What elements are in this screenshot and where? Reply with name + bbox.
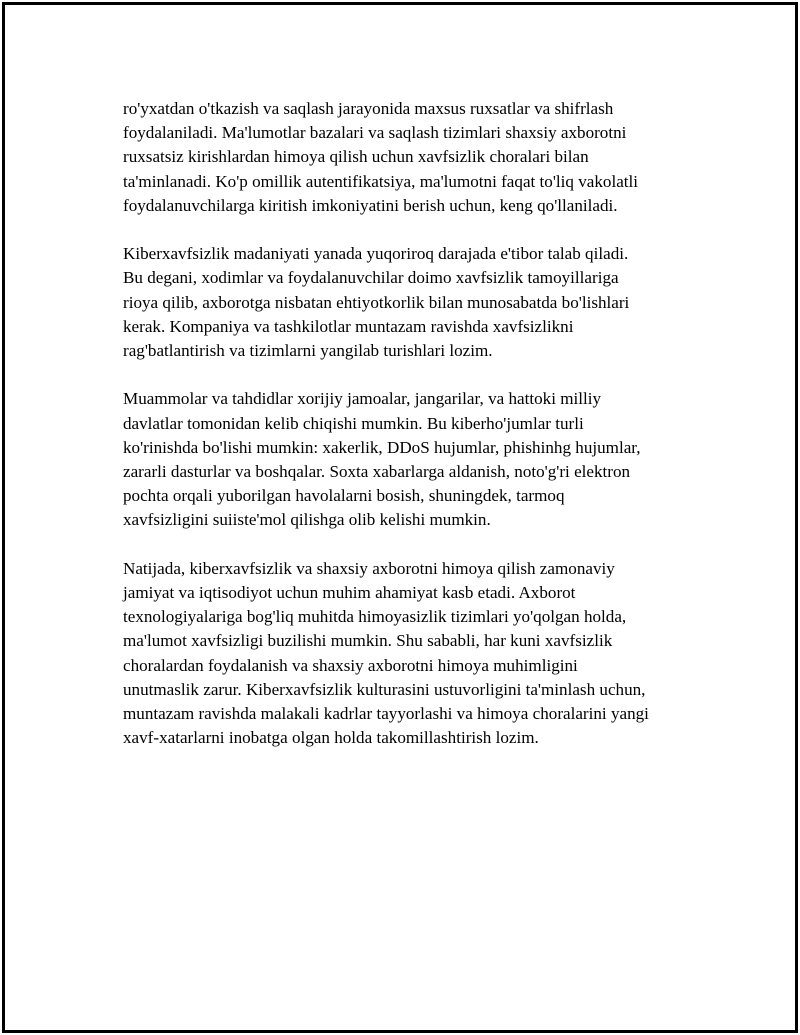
text-line: texnologiyalariga bog'liq muhitda himoyasizlik tizimlari yo'qolgan holda, <box>123 607 627 627</box>
text-line: choralardan foydalanish va shaxsiy axborotni himoya muhimligini <box>123 655 578 675</box>
text-line: rioya qilib, axborotga nisbatan ehtiyotkorlik bilan munosabatda bo'lishlari <box>123 292 630 312</box>
text-line: foydalaniladi. Ma'lumotlar bazalari va saqlash tizimlari shaxsiy axborotni <box>123 123 627 143</box>
text-line: unutmaslik zarur. Kiberxavfsizlik kulturasini ustuvorligini ta'minlash uchun, <box>123 679 646 699</box>
text-line: xavf-xatarlarni inobatga olgan holda takomillashtirish lozim. <box>123 728 539 748</box>
text-line: jamiyat va iqtisodiyot uchun muhim ahamiyat kasb etadi. Axborot <box>123 583 576 603</box>
text-line: Muammolar va tahdidlar xorijiy jamoalar, jangarilar, va hattoki milliy <box>123 389 602 409</box>
paragraph-1 <box>123 97 713 218</box>
paragraph-3 <box>123 387 713 532</box>
page-frame <box>2 2 798 1033</box>
text-line: ma'lumot xavfsizligi buzilishi mumkin. Shu sababli, har kuni xavfsizlik <box>123 631 613 651</box>
paragraph-4 <box>123 557 713 751</box>
text-line: pochta orqali yuborilgan havolalarni bosish, shuningdek, tarmoq <box>123 486 565 506</box>
text-line: Natijada, kiberxavfsizlik va shaxsiy axborotni himoya qilish zamonaviy <box>123 558 615 578</box>
text-line: rag'batlantirish va tizimlarni yangilab turishlari lozim. <box>123 341 493 361</box>
text-line: ko'rinishda bo'lishi mumkin: xakerlik, DDoS hujumlar, phishinhg hujumlar, <box>123 437 641 457</box>
paragraph-2 <box>123 242 713 363</box>
text-line: davlatlar tomonidan kelib chiqishi mumkin. Bu kiberho'jumlar turli <box>123 413 584 433</box>
text-line: ta'minlanadi. Ko'p omillik autentifikatsiya, ma'lumotni faqat to'liq vakolatli <box>123 171 639 191</box>
text-line: zararli dasturlar va boshqalar. Soxta xabarlarga aldanish, noto'g'ri elektron <box>123 462 631 482</box>
text-line: ruxsatsiz kirishlardan himoya qilish uchun xavfsizlik choralari bilan <box>123 147 589 167</box>
text-line: foydalanuvchilarga kiritish imkoniyatini berish uchun, keng qo'llaniladi. <box>123 195 618 215</box>
text-line: Kiberxavfsizlik madaniyati yanada yuqoriroq darajada e'tibor talab qiladi. <box>123 244 629 264</box>
text-line: xavfsizligini suiiste'mol qilishga olib kelishi mumkin. <box>123 510 491 530</box>
text-line: ro'yxatdan o'tkazish va saqlash jarayonida maxsus ruxsatlar va shifrlash <box>123 99 614 118</box>
text-line: muntazam ravishda malakali kadrlar tayyorlashi va himoya choralarini yangi <box>123 704 649 724</box>
document-body <box>123 97 713 775</box>
text-line: kerak. Kompaniya va tashkilotlar muntazam ravishda xavfsizlikni <box>123 316 574 336</box>
text-line: Bu degani, xodimlar va foydalanuvchilar doimo xavfsizlik tamoyillariga <box>123 268 619 288</box>
